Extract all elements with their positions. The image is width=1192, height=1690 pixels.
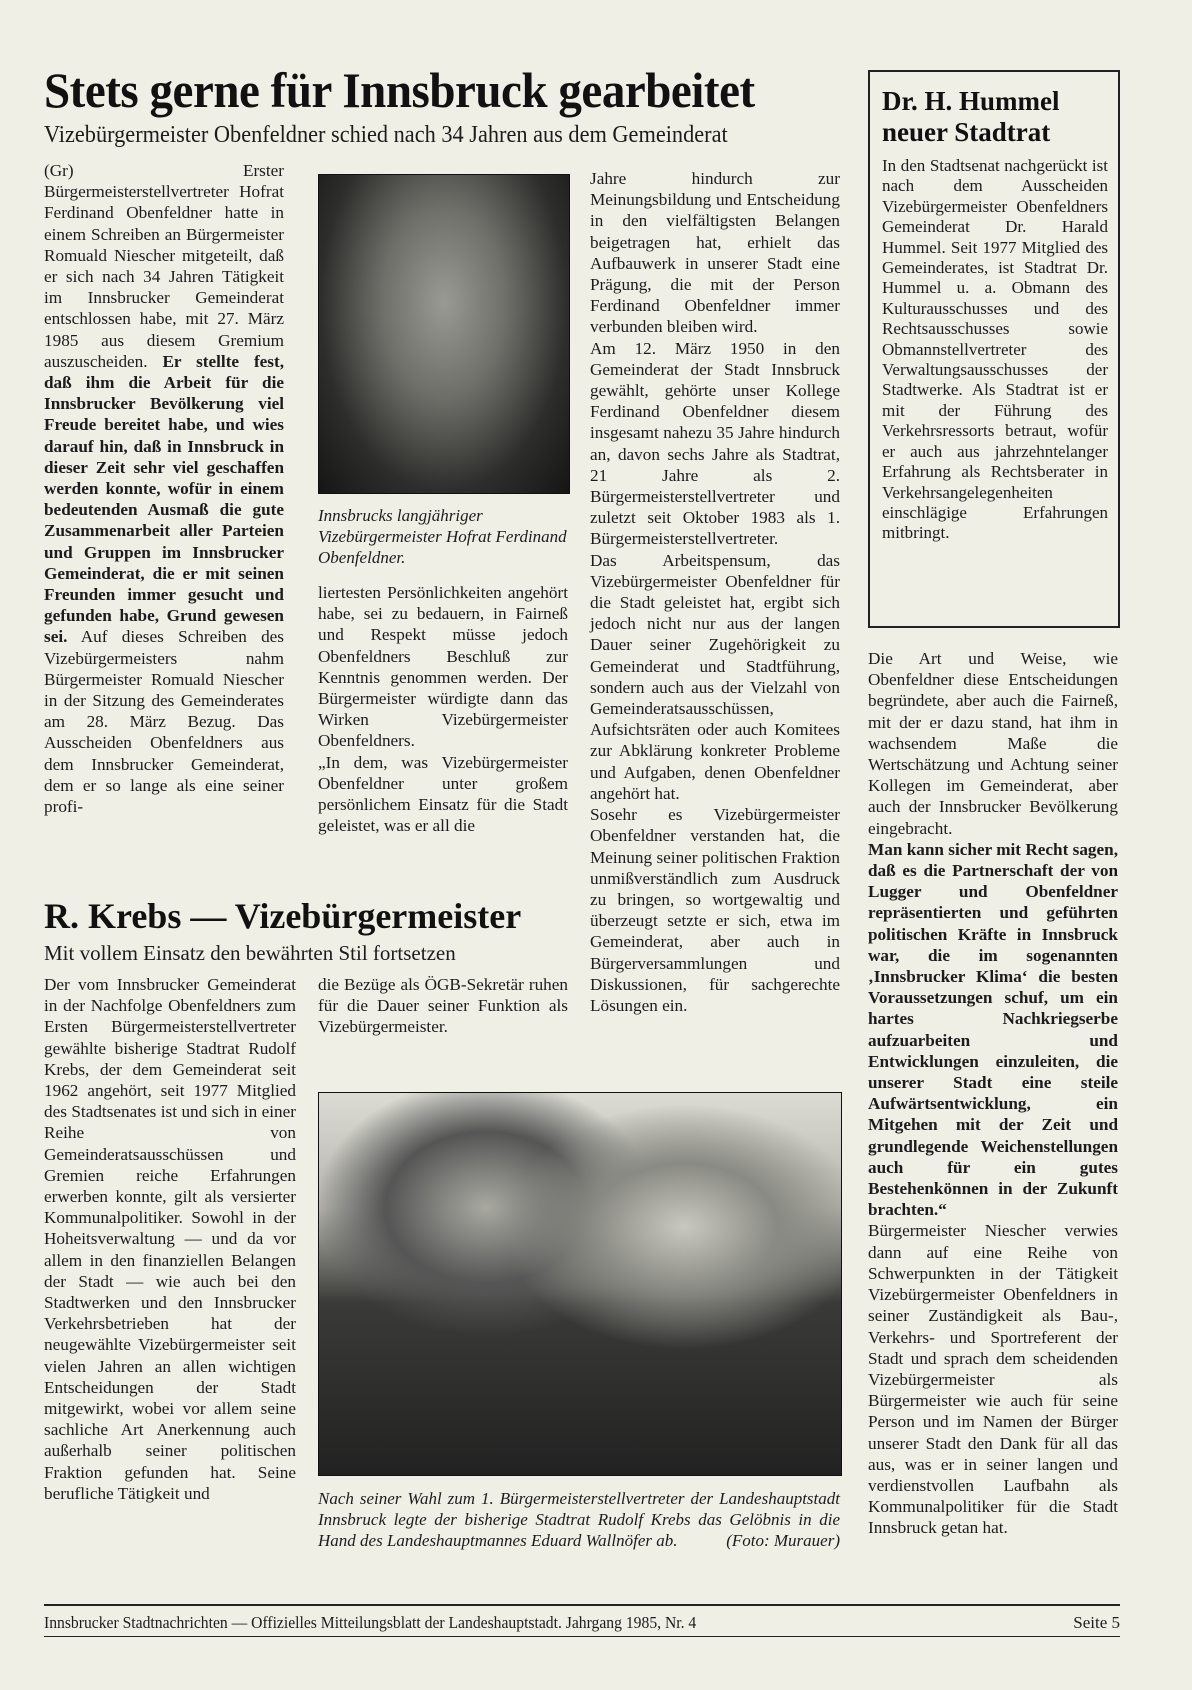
paragraph-segment: Auf dieses Schreiben des Vizebürgermeisters nahm Bürgermeister Romuald Niescher in der Sitzung des Gemeinderates am 28. März Bezug. Das Ausscheiden Obenfeldners aus dem Innsbrucker Gemeinderat, dem er so lange als eine seiner profi- [44, 627, 284, 817]
portrait-caption: Innsbrucks langjähriger Vizebürgermeister Hofrat Ferdinand Obenfeldner. [318, 506, 567, 567]
article-subheadline: Vizebürgermeister Obenfeldner schied nach 34 Jahren aus dem Gemeinderat [44, 122, 728, 148]
article-text: Jahre hindurch zur Meinungsbildung und Entscheidung in den vielfältigsten Belangen beigetragen hat, erhielt das Aufbauwerk in unserer Stadt eine Prägung, die mit der Person Ferdinand Obenfeldner immer verbunden bleiben wird. [590, 169, 840, 337]
krebs-headline: R. Krebs — Vizebürgermeister [44, 896, 522, 936]
sidebar-title-line: Dr. H. Hummel [882, 86, 1060, 116]
article-text: Am 12. März 1950 in den Gemeinderat der Stadt Innsbruck gewählt, gehörte unser Kollege Ferdinand Obenfeldner diesem insgesamt nahezu 35 Jahre hindurch an, davon sechs Jahre als Stadtrat, 21 Jahre als 2. Bürgermeisterstellvertreter und zuletzt seit Oktober 1983 als 1. Bürgermeisterstellvertreter. [590, 338, 840, 549]
article-column-3 [590, 168, 840, 1016]
caption-text: Nach seiner Wahl zum 1. Bürgermeisterstellvertreter der Landeshauptstadt Innsbruck legte der bisherige Stadtrat Rudolf Krebs das Gelöbnis in die Hand des Landeshauptmannes Eduard Wallnöfer ab. [318, 1489, 840, 1550]
portrait-photo [318, 174, 570, 494]
krebs-subheadline: Mit vollem Einsatz den bewährten Stil fortsetzen [44, 941, 456, 965]
article-text: Bürgermeister Niescher verwies dann auf eine Reihe von Schwerpunkten in der Tätigkeit Vizebürgermeister Obenfeldners in seiner Zuständigkeit als Bau-, Verkehrs- und Sportreferent der Stadt und sprach dem scheidenden Vizebürgermeister als Bürgermeister wie auch für seine Person und im Namen der Bürger unserer Stadt den Dank für all das aus, was er in seiner langen und verdienstvollen Laufbahn als Kommunalpolitiker für die Stadt Innsbruck getan hat. [868, 1221, 1118, 1538]
publication-info: Innsbrucker Stadtnachrichten — Offizielles Mitteilungsblatt der Landeshauptstadt. Jahrgang 1985, Nr. 4 [44, 1613, 697, 1632]
sidebar-body: In den Stadtsenat nachgerückt ist nach dem Ausscheiden Vizebürgermeister Obenfeldners Gemeinderat Dr. Harald Hummel. Seit 1977 Mitglied des Gemeinderates, ist Stadtrat Dr. Hummel u. a. Obmann des Kulturausschusses und des Rechtsausschusses sowie Obmannstellvertreter des Verwaltungsausschusses der Stadtwerke. Als Stadtrat ist er mit der Führung des Verkehrsressorts betraut, wofür er auch aus jahrzehntelanger Erfahrung als Rechtsberater in Verkehrsangelegenheiten einschlägige Erfahrungen mitbringt. [882, 156, 1108, 543]
article-text: Das Arbeitspensum, das Vizebürgermeister Obenfeldner für die Stadt geleistet hat, ergibt sich jedoch nicht nur aus der langen Dauer seiner Zugehörigkeit zu Gemeinderat und Stadtführung, sondern auch aus der Vielzahl von Gemeinderatsausschüssen, Aufsichtsräten oder auch Komitees zur Abklärung konkreter Probleme und Aufgaben, denen Obenfeldner angehört hat. [590, 550, 840, 803]
paragraph-segment-bold: Er stellte fest, daß ihm die Arbeit für die Innsbrucker Bevölkerung viel Freude bereitet habe, und wies darauf hin, daß in Innsbruck in dieser Zeit sehr viel geschaffen werden konnte, wofür in einem bedeutenden Ausmaß die gute Zusammenarbeit aller Parteien und Gruppen im Innsbrucker Gemeinderat, die er mit seinen Freunden immer gesucht und gefunden habe, Grund gewesen sei. [44, 351, 285, 647]
sidebar-title [882, 86, 1108, 148]
handshake-photo [318, 1092, 842, 1476]
krebs-column-2: die Bezüge als ÖGB-Sekretär ruhen für die Dauer seiner Funktion als Vizebürgermeister. [318, 975, 568, 1037]
handshake-caption [318, 1488, 840, 1551]
paragraph-segment: (Gr) Erster Bürgermeisterstellvertreter Hofrat Ferdinand Obenfeldner hatte in einem Schreiben an Bürgermeister Romuald Niescher mitgeteilt, daß er sich nach 34 Jahren Tätigkeit im Innsbrucker Gemeinderat entschlossen habe, mit 27. März 1985 aus diesem Gremium auszuscheiden. [44, 161, 284, 371]
article-text [44, 160, 284, 817]
article-column-1 [44, 160, 284, 817]
article-column-2 [318, 582, 568, 836]
article-headline: Stets gerne für Innsbruck gearbeitet [44, 62, 755, 118]
page-number: Seite 5 [1073, 1613, 1120, 1632]
article-text: Die Art und Weise, wie Obenfeldner diese Entscheidungen begründete, aber auch die Fairneß, mit der er dazu stand, hat ihm in wachsendem Maße die Wertschätzung und Achtung seiner Kollegen im Gemeinderat, aber auch der Innsbrucker Bevölkerung eingebracht. [868, 649, 1118, 838]
article-column-4 [868, 648, 1118, 1539]
article-quote-bold: Man kann sicher mit Recht sagen, daß es die Partnerschaft der von Lugger und Obenfeldner repräsentierten und geführten politischen Kräfte in Innsbruck war, die im sogenannten ‚Innsbrucker Klima‘ die besten Voraussetzungen schuf, um ein hartes Nachkriegserbe aufzuarbeiten und Entwicklungen einzuleiten, die unserer Stadt eine steile Aufwärtsentwicklung, ein Mitgehen mit der Zeit und grundlegende Weichenstellungen auch für ein gutes Bestehenkönnen in der Zukunft brachten.“ [868, 839, 1118, 1220]
photo-credit: (Foto: Murauer) [726, 1531, 840, 1550]
sidebar-title-line: neuer Stadtrat [882, 117, 1051, 147]
page-footer [44, 1612, 1120, 1634]
article-text: liertesten Persönlichkeiten angehört habe, sei zu bedauern, in Fairneß und Respekt müsse jedoch Obenfeldners Beschluß zur Kenntnis genommen werden. Der Bürgermeister würdigte dann das Wirken Vizebürgermeister Obenfeldners. [318, 583, 568, 751]
article-text: Sosehr es Vizebürgermeister Obenfeldner verstanden hat, die Meinung seiner politischen Fraktion unmißverständlich zum Ausdruck zu bringen, so wortgewaltig und überzeugt setzte er sich, etwa im Gemeinderat, aber auch in Bürgerversammlungen und Diskussionen, für sachgerechte Lösungen ein. [590, 805, 840, 1015]
article-quote: „In dem, was Vizebürgermeister Obenfeldner unter großem persönlichem Einsatz für die Stadt geleistet, was er all die [318, 752, 568, 836]
krebs-column-1: Der vom Innsbrucker Gemeinderat in der Nachfolge Obenfeldners zum Ersten Bürgermeisterstellvertreter gewählte bisherige Stadtrat Rudolf Krebs, der dem Gemeinderat seit 1962 angehört, seit 1977 Mitglied des Stadtsenates ist und sich in einer Reihe von Gemeinderatsausschüssen und Gremien reiche Erfahrungen erwerben konnte, gilt als versierter Kommunalpolitiker. Sowohl in der Hoheitsverwaltung — und da vor allem in den finanziellen Belangen der Stadt — wie auch bei den Stadtwerken und den Innsbrucker Verkehrsbetrieben hat der neugewählte Vizebürgermeister seit vielen Jahren an allen wichtigen Entscheidungen der Stadt mitgewirkt, wobei vor allem seine sachliche Art Anerkennung auch außerhalb seiner politischen Fraktion gefunden hat. Seine berufliche Tätigkeit und [44, 975, 296, 1503]
sidebar-box [868, 70, 1120, 628]
footer-rule-top [44, 1604, 1120, 1606]
footer-rule-bottom [44, 1636, 1120, 1637]
